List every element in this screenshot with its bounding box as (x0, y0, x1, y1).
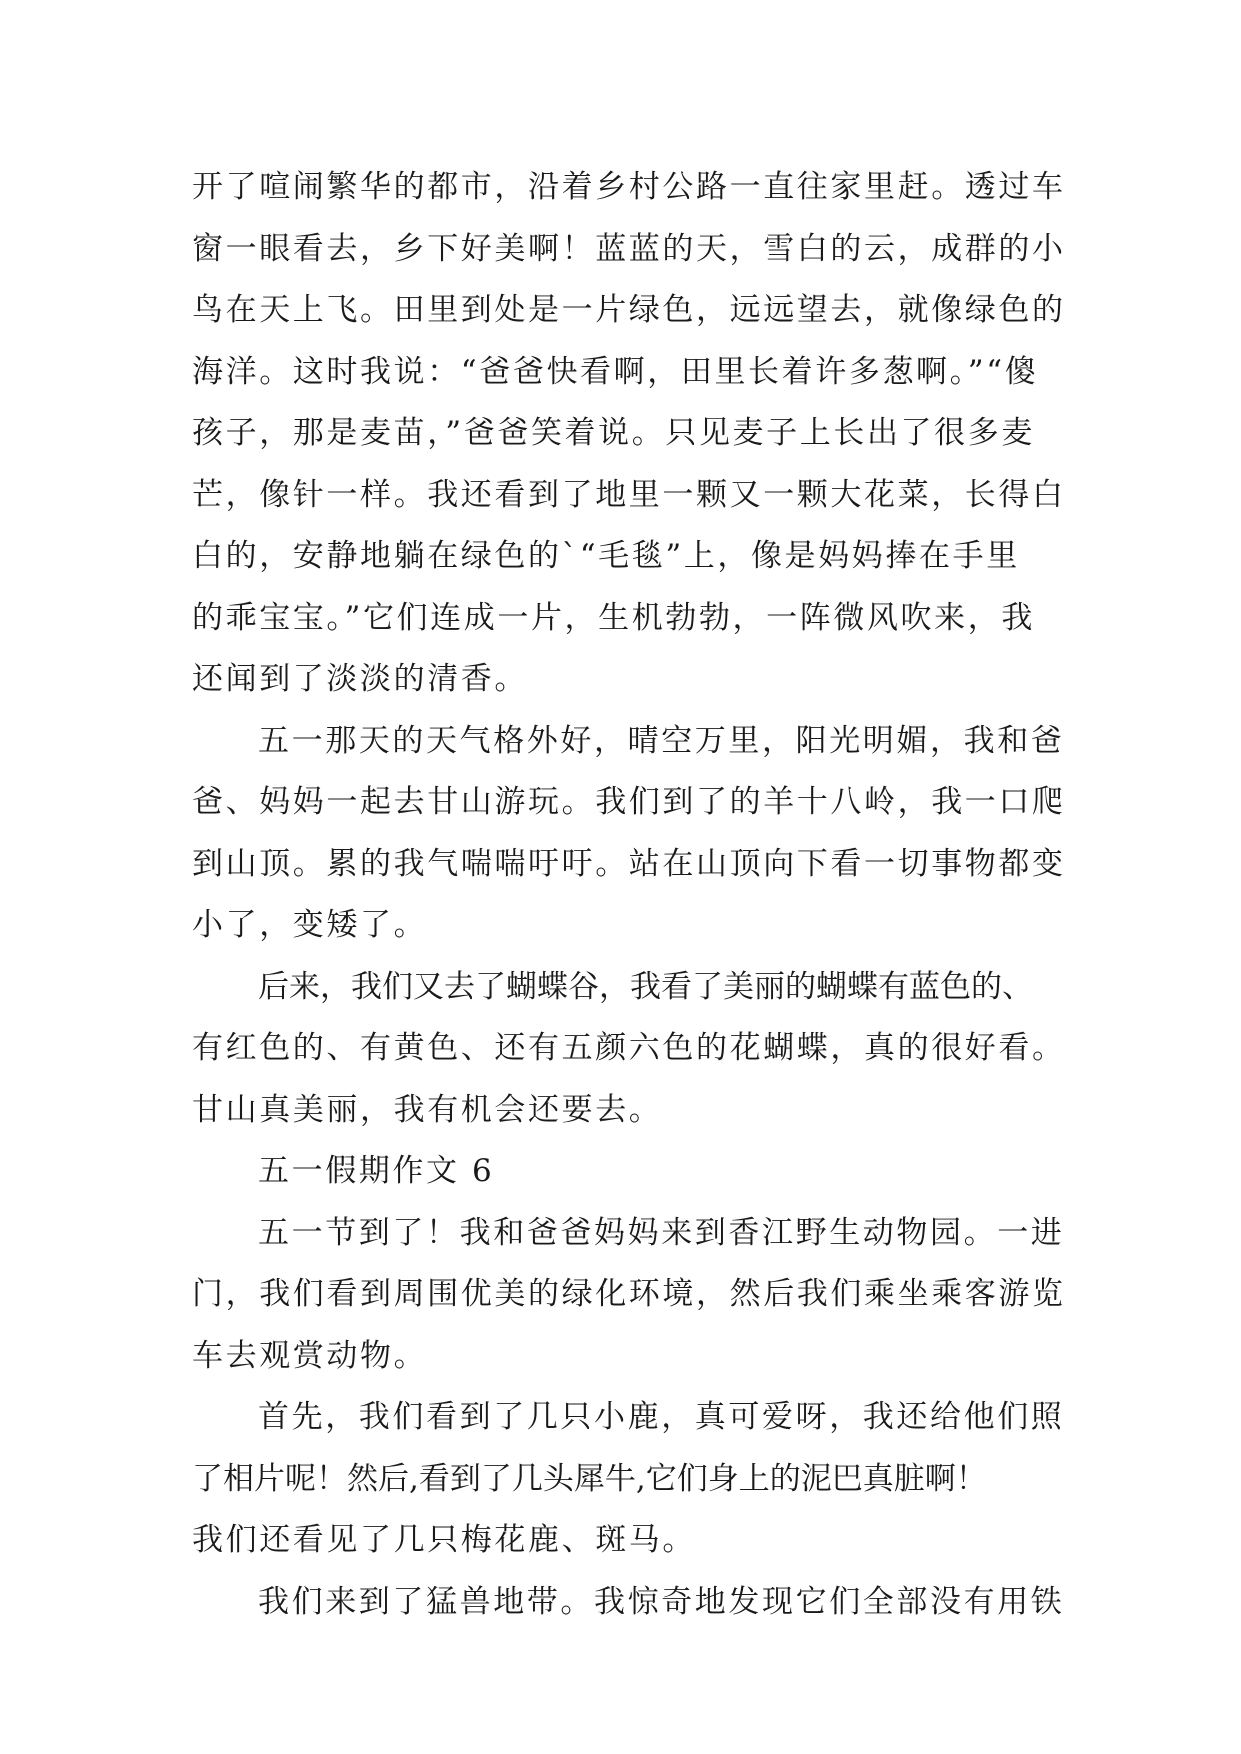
text-line: 有红色的、有黄色、还有五颜六色的花蝴蝶，真的很好看。 (192, 1030, 1066, 1066)
paragraph-first-line: 后来，我们又去了蝴蝶谷，我看了美丽的蝴蝶有蓝色的、 (258, 968, 1033, 1005)
paragraph-first-line: 五一那天的天气格外好，晴空万里，阳光明媚，我和爸 (258, 722, 1065, 759)
text-line: 车去观赏动物。 (192, 1337, 428, 1374)
paragraph-first-line: 五一节到了！我和爸爸妈妈来到香江野生动物园。一进 (258, 1214, 1065, 1251)
text-line: 海洋。这时我说：“爸爸快看啊，田里长着许多葱啊。”“傻 (192, 353, 1039, 390)
text-line: 的乖宝宝。”它们连成一片，生机勃勃，一阵微风吹来，我 (192, 599, 1035, 636)
text-line: 了相片呢！然后,看到了几头犀牛,它们身上的泥巴真脏啊！ (192, 1460, 987, 1497)
paragraph-first-line: 五一假期作文 6 (258, 1153, 495, 1189)
text-line: 我们还看见了几只梅花鹿、斑马。 (192, 1522, 696, 1558)
text-line: 鸟在天上飞。田里到处是一片绿色，远远望去，就像绿色的 (192, 292, 1066, 328)
text-line: 门，我们看到周围优美的绿化环境，然后我们乘坐乘客游览 (192, 1276, 1066, 1312)
text-line: 开了喧闹繁华的都市，沿着乡村公路一直往家里赶。透过车 (192, 169, 1066, 205)
text-line: 甘山真美丽，我有机会还要去。 (192, 1091, 663, 1128)
text-line: 窗一眼看去，乡下好美啊！蓝蓝的天，雪白的云，成群的小 (192, 230, 1066, 267)
essay-body (192, 157, 1072, 1633)
text-line: 白的，安静地躺在绿色的`“毛毯”上，像是妈妈捧在手里 (192, 538, 1020, 574)
paragraph-first-line: 我们来到了猛兽地带。我惊奇地发现它们全部没有用铁 (258, 1583, 1065, 1620)
text-line: 还闻到了淡淡的清香。 (192, 661, 528, 697)
text-line: 到山顶。累的我气喘喘吁吁。站在山顶向下看一切事物都变 (192, 845, 1066, 882)
paragraph-first-line: 首先，我们看到了几只小鹿，真可爱呀，我还给他们照 (258, 1399, 1065, 1435)
text-line: 爸、妈妈一起去甘山游玩。我们到了的羊十八岭，我一口爬 (192, 784, 1066, 820)
text-line: 芒，像针一样。我还看到了地里一颗又一颗大花菜，长得白 (192, 476, 1066, 513)
text-line: 小了，变矮了。 (192, 907, 428, 943)
text-line: 孩子，那是麦苗，”爸爸笑着说。只见麦子上长出了很多麦 (192, 415, 1035, 451)
